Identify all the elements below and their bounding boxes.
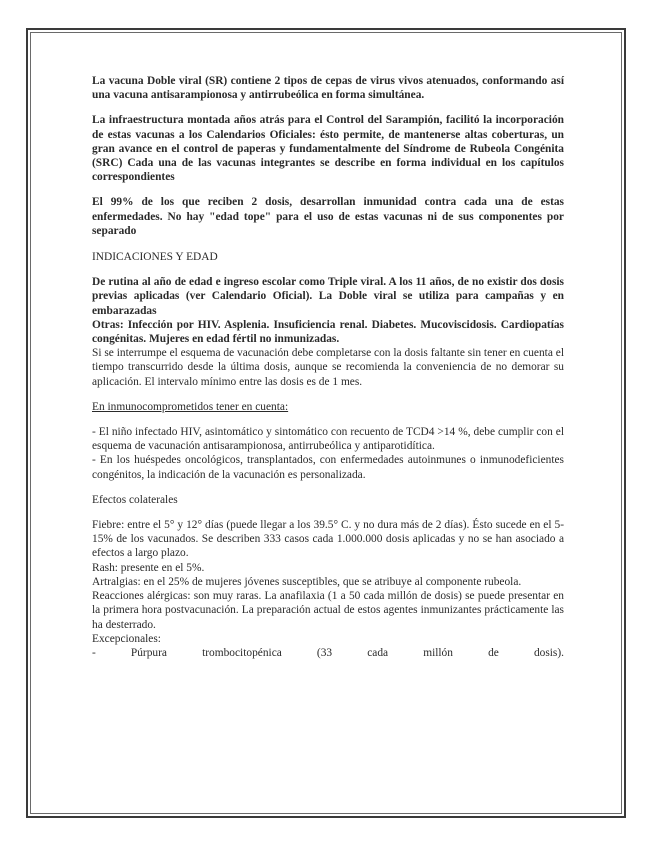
immunocompromised-heading: En inmunocomprometidos tener en cuenta: [92, 400, 289, 413]
purpura-line [92, 646, 564, 660]
interruption-note: Si se interrumpe el esquema de vacunación debe completarse con la dosis faltante sin tener en cuenta el tiempo transcurrido desde la última dosis, aunque se recomienda la conveniencia de no demorar su aplicación. El intervalo mínimo entre las dosis es de 1 mes. [92, 347, 564, 388]
purpura-word: trombocitopénica [202, 646, 282, 659]
allergic-effect: Reacciones alérgicas: son muy raras. La anafilaxia (1 a 50 cada millón de dosis) se puede presentar en la primera hora postvacunación. La preparación actual de estos agentes inmunizantes prácticamente las ha desterrado. [92, 590, 564, 631]
purpura-word: de [488, 646, 499, 659]
exceptional-label: Excepcionales: [92, 632, 161, 645]
oncologic-item: - En los huéspedes oncológicos, transplantados, con enfermedades autoinmunes o inmunodeficientes congénitos, la indicación de la vacunación es personalizada. [92, 454, 564, 481]
routine-indication: De rutina al año de edad e ingreso escolar como Triple viral. A los 11 años, de no existir dos dosis previas aplicadas (ver Calendario Oficial). La Doble viral se utiliza para campañas y en embarazadas [92, 276, 564, 317]
indications-heading: INDICACIONES Y EDAD [92, 251, 218, 264]
purpura-word: (33 [316, 646, 333, 659]
rash-effect: Rash: presente en el 5%. [92, 561, 205, 574]
purpura-word: Púrpura [130, 646, 167, 659]
purpura-word: millón [423, 646, 453, 659]
arthralgia-effect: Artralgias: en el 25% de mujeres jóvenes susceptibles, que se atribuye al componente rubeola. [92, 575, 522, 588]
immunity-paragraph: El 99% de los que reciben 2 dosis, desarrollan inmunidad contra cada una de estas enfermedades. No hay "edad tope" para el uso de estas vacunas ni de sus componentes por separado [92, 196, 564, 237]
infrastructure-paragraph: La infraestructura montada años atrás para el Control del Sarampión, facilitó la incorporación de estas vacunas a los Calendarios Oficiales: ésto permite, de mantenerse altas coberturas, un gran avance en el control de paperas y fundamentalmente del Síndrome de Rubeola Congénita (SRC) Cada una de las vacunas integrantes se describe en forma individual en los capítulos correspondientes [92, 114, 564, 184]
purpura-word: cada [367, 646, 389, 659]
side-effects-heading: Efectos colaterales [92, 493, 178, 506]
intro-paragraph: La vacuna Doble viral (SR) contiene 2 tipos de cepas de virus vivos atenuados, conformando así una vacuna antisarampionosa y antirrubeólica en forma simultánea. [92, 75, 564, 102]
fever-effect: Fiebre: entre el 5° y 12° días (puede llegar a los 39.5° C. y no dura más de 2 días). Ésto sucede en el 5-15% de los vacunados. Se describen 333 casos cada 1.000.000 dosis aplicadas y no se han asociado a efectos a largo plazo. [92, 519, 564, 560]
other-indications: Otras: Infección por HIV. Asplenia. Insuficiencia renal. Diabetes. Mucoviscidosis. Cardiopatías congénitas. Mujeres en edad fértil no inmunizadas. [92, 318, 564, 346]
hiv-item: - El niño infectado HIV, asintomático y sintomático con recuento de TCD4 >14 %, debe cumplir con el esquema de vacunación antisarampionosa, antirrubeólica y antiparotidítica. [92, 426, 564, 453]
purpura-word: dosis). [533, 646, 564, 659]
document-body [92, 74, 564, 660]
purpura-word: - [92, 646, 96, 659]
